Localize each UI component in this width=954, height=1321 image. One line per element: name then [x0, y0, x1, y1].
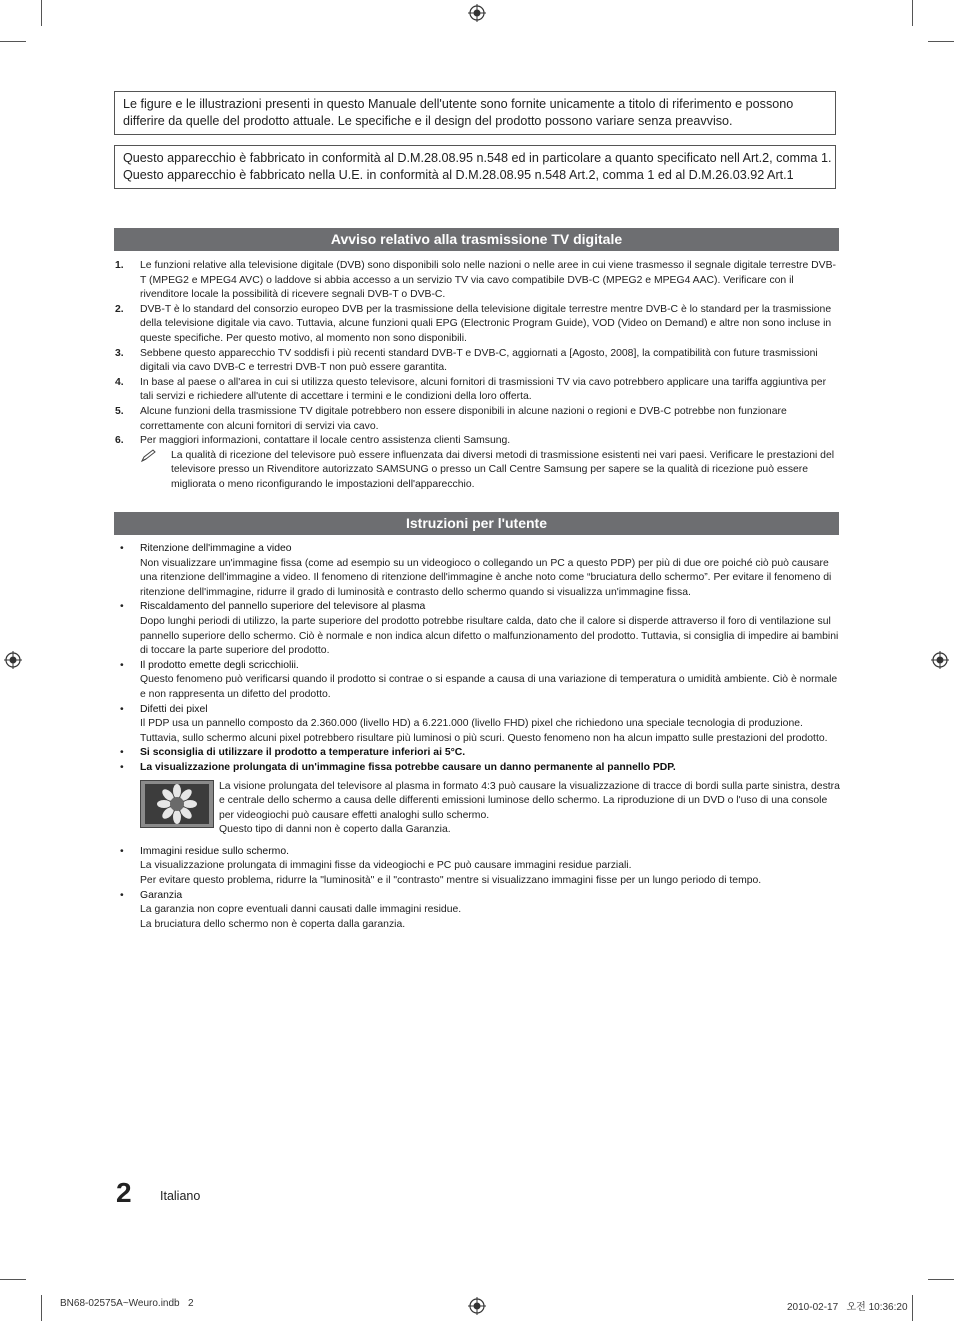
registration-mark-icon [931, 651, 949, 669]
item-number: 1. [115, 260, 124, 271]
item-number: 4. [115, 376, 124, 388]
page-language: Italiano [160, 1189, 201, 1203]
page-number: 2 [116, 1177, 132, 1208]
list-item [115, 600, 841, 658]
bullet: • [120, 601, 124, 613]
list-item [115, 845, 841, 889]
registration-mark-icon [468, 4, 486, 22]
item-text: Non visualizzare un'immagine fissa (come ad esempio su un videogioco o collegando un PC a questo PDP) per più di due ore poiché ciò può causare una ritenzione dell'immagine a video. Il fenomeno di ritenzione dell'immagine è anche noto come “bruciatura dello schermo”. Per evitare il fenomeno di ritenzione dell'immagine, ridurre il grado di luminosità e contrasto dello schermo quando si visualizza un'immagine fissa. [140, 557, 832, 598]
crop-mark [41, 1295, 42, 1321]
crop-mark [928, 41, 954, 42]
note-text: La qualità di ricezione del televisore può essere influenzata dai diversi metodi di trasmissione esistenti nei vari paesi. Verificare le prestazioni del televisore presso un Rivenditore autorizzato SAMSUNG o presso un Call Centre Samsung per sapere se la qualità di ricezione può essere migliorata o meno riconfigurando le impostazioni dell'apparecchio. [171, 449, 835, 490]
bullet-list [115, 542, 841, 932]
item-heading: Garanzia [140, 889, 183, 901]
item-text: Per maggiori informazioni, contattare il locale centro assistenza clienti Samsung. [140, 435, 511, 447]
image-note-text: Questo tipo di danni non è coperto dalla Garanzia. [219, 824, 451, 836]
pencil-note-icon [140, 449, 171, 493]
crop-mark [0, 1279, 26, 1280]
crop-mark [41, 0, 42, 26]
numbered-list [115, 259, 841, 493]
crop-mark [912, 1295, 913, 1321]
list-item [115, 659, 841, 703]
item-number: 5. [115, 405, 124, 417]
item-text: Alcune funzioni della trasmissione TV digitale potrebbero non essere disponibili in alcune nazioni o regioni e DVB-C potrebbe non funzionare correttamente con alcuni fornitori di servizi via cavo. [140, 405, 787, 432]
item-heading: Il prodotto emette degli scricchiolii. [140, 659, 299, 671]
crop-mark [928, 1279, 954, 1280]
bullet: • [120, 889, 124, 901]
item-heading: Si sconsiglia di utilizzare il prodotto a temperature inferiori ai 5°C. [140, 747, 466, 759]
item-text: Per evitare questo problema, ridurre la "luminosità" e il "contrasto" mentre si visualizzano immagini fisse per un lungo periodo di tempo. [140, 875, 762, 887]
list-item [115, 347, 841, 376]
item-heading: Difetti dei pixel [140, 703, 208, 715]
item-text: In base al paese o all'area in cui si utilizza questo televisore, alcuni fornitori di trasmissioni TV via cavo potrebbero applicare una tariffa aggiuntiva per tali servizi e richiedere all'utente di accettare i termini e le condizioni della loro offerta. [140, 376, 827, 403]
slug-datetime: 2010-02-17 오전 10:36:20 [787, 1302, 908, 1313]
list-item [115, 434, 841, 449]
item-number: 2. [115, 303, 124, 315]
bullet: • [120, 659, 124, 671]
item-text: La visualizzazione prolungata di immagini fisse da videogiochi e PC può causare immagini residue parziali. [140, 860, 632, 872]
list-item [115, 542, 841, 600]
bullet: • [120, 703, 124, 715]
bullet: • [120, 761, 124, 773]
section-header: Avviso relativo alla trasmissione TV digitale [114, 228, 839, 251]
list-item [115, 303, 841, 347]
list-item [115, 761, 841, 776]
list-item [115, 703, 841, 747]
item-number: 6. [115, 435, 124, 447]
image-note-text: La visione prolungata del televisore al plasma in formato 4:3 può causare la visualizzazione di tracce di bordi sulla parte sinistra, destra e centrale dello schermo a causa delle differenti emissioni luminose dello schermo. La riproduzione di un DVD o l'uso di una console per videogiochi può causare effetti analoghi sullo schermo. [219, 780, 840, 821]
list-item [115, 405, 841, 434]
bullet: • [120, 845, 124, 857]
item-heading: Ritenzione dell'immagine a video [140, 543, 292, 554]
item-heading: La visualizzazione prolungata di un'immagine fissa potrebbe causare un danno permanente al pannello PDP. [140, 761, 676, 773]
list-item [115, 376, 841, 405]
bullet: • [120, 747, 124, 759]
item-text: Le funzioni relative alla televisione digitale (DVB) sono disponibili solo nelle nazioni o nelle aree in cui viene trasmesso il segnale digitale terrestre DVB-T (MPEG2 e MPEG4 AVC) o laddove si abbia accesso a un servizio TV via cavo compatibile DVB-C (MPEG2 e MPEG4 AAC). Verificare con il rivenditore locale la possibilità di ricevere segnali DVB-T o DVB-C. [140, 260, 836, 301]
crop-mark [0, 41, 26, 42]
item-text: Dopo lunghi periodi di utilizzo, la parte superiore del prodotto potrebbe risultare calda, dato che il calore si disperde attraverso il foro di ventilazione sul pannello superiore dello schermo. Ciò è normale e non indica alcun difetto o malfunzionamento del prodotto. Tuttavia, si consiglia di impedire ai bambini di toccare la parte superiore del prodotto. [140, 615, 839, 657]
section-header: Istruzioni per l'utente [114, 512, 839, 535]
registration-mark-icon [4, 651, 22, 669]
item-heading: Immagini residue sullo schermo. [140, 845, 289, 857]
item-text: Sebbene questo apparecchio TV soddisfi i più recenti standard DVB-T e DVB-C, aggiornati a [Agosto, 2008], la compatibilità con future trasmissioni digitali via cavo DVB-C e terrestri DVB-T non può essere garantita. [140, 347, 818, 374]
item-heading: Riscaldamento del pannello superiore del televisore al plasma [140, 601, 426, 613]
disclaimer-box: Le figure e le illustrazioni presenti in questo Manuale dell'utente sono fornite unicamente a titolo di riferimento e possono differire da quelle del prodotto attuale. Le specifiche e il design del prodotto possono variare senza preavviso. [114, 91, 836, 135]
item-number: 3. [115, 347, 124, 359]
item-text: Questo fenomeno può verificarsi quando il prodotto si contrae o si espande a causa di una variazione di temperatura o umidità ambiente. Ciò è normale e non rappresenta un difetto del prodotto. [140, 674, 838, 700]
list-item [115, 889, 841, 933]
conformity-box: Questo apparecchio è fabbricato in conformità al D.M.28.08.95 n.548 ed in particolare a quanto specificato nell Art.2, comma 1. Questo apparecchio è fabbricato nella U.E. in conformità al D.M.28.08.95 n.548 Art.2, comma 1 ed al D.M.26.03.92 Art.1 [114, 145, 836, 189]
list-item [115, 259, 841, 303]
item-text: La bruciatura dello schermo non è coperta dalla garanzia. [140, 918, 406, 930]
item-text: Il PDP usa un pannello composto da 2.360.000 (livello HD) a 6.221.000 (livello FHD) pixel che richiedono una speciale tecnologia di produzione. Tuttavia, sullo schermo alcuni pixel potrebbero risultare più luminosi o più scuri. Questo fenomeno non ha alcun impatto sulle prestazioni del prodotto. [140, 718, 828, 744]
slug-filename: BN68-02575A~Weuro.indb 2 [60, 1298, 194, 1309]
image-note [140, 780, 841, 838]
item-text: DVB-T è lo standard del consorzio europeo DVB per la trasmissione della televisione digitale terrestre mentre DVB-C è lo standard per la trasmissione della televisione digitale via cavo. Tuttavia, alcune funzioni quali EPG (Electronic Program Guide), VOD (Video on Demand) e altre non sono incluse in queste specifiche. Per questo motivo, al momento non sono disponibili. [140, 303, 832, 344]
note [140, 449, 841, 493]
crop-mark [912, 0, 913, 26]
registration-mark-icon [468, 1297, 486, 1315]
bullet: • [120, 543, 124, 554]
sunflower-image [140, 780, 214, 828]
item-text: La garanzia non copre eventuali danni causati dalle immagini residue. [140, 904, 462, 916]
list-item [115, 746, 841, 761]
